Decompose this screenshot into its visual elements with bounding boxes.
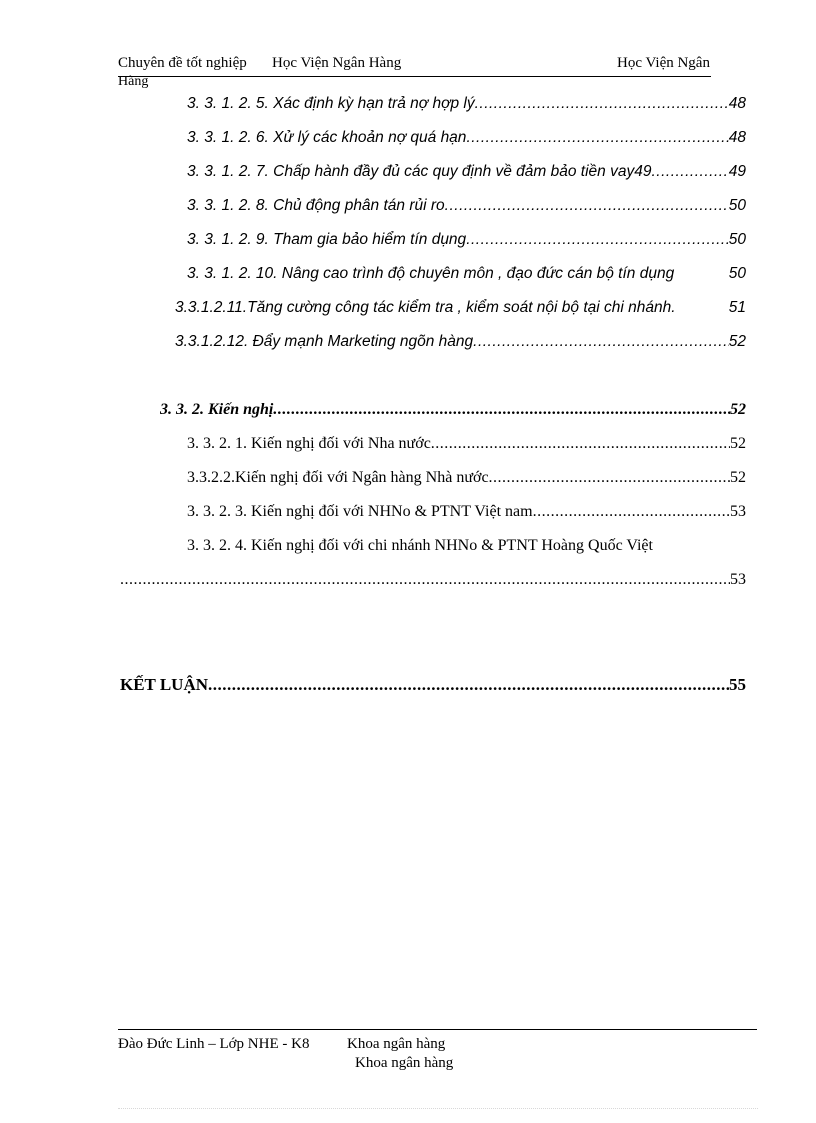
toc-entry[interactable] xyxy=(187,95,746,113)
toc-entry-page: 48 xyxy=(728,129,746,146)
toc-entry[interactable] xyxy=(187,537,746,555)
header-right: Học Viện Ngân xyxy=(617,55,710,71)
toc-entry[interactable] xyxy=(187,197,746,215)
toc-entry-title: 3. 3. 1. 2. 9. Tham gia bảo hiểm tín dụng xyxy=(187,231,467,248)
toc-entry-title: 3. 3. 1. 2. 7. Chấp hành đầy đủ các quy định về đảm bảo tiền vay49 xyxy=(187,163,652,180)
toc-leader xyxy=(431,435,730,453)
toc-leader xyxy=(120,571,730,589)
toc-leader xyxy=(273,401,730,419)
toc-entry-page: 51 xyxy=(728,299,746,316)
toc-leader xyxy=(489,469,730,487)
toc-entry-title: 3. 3. 2. 4. Kiến nghị đối với chi nhánh NHNo & PTNT Hoàng Quốc Việt xyxy=(187,537,653,554)
header-wrap: Hàng xyxy=(118,74,149,89)
header-rule xyxy=(118,76,711,77)
toc-leader xyxy=(533,503,730,521)
toc-entry[interactable] xyxy=(187,469,746,487)
toc-entry-title: 3. 3. 2. Kiến nghị xyxy=(160,401,274,418)
toc-entry[interactable] xyxy=(187,129,746,147)
toc-entry[interactable] xyxy=(187,163,746,181)
toc-entry-continuation[interactable] xyxy=(120,571,746,589)
toc-entry[interactable] xyxy=(187,503,746,521)
toc-entry-page: 49 xyxy=(728,163,746,180)
footer-author: Đào Đức Linh – Lớp NHE - K8 xyxy=(118,1036,310,1052)
footer-dept-repeat: Khoa ngân hàng xyxy=(355,1055,454,1071)
toc-leader xyxy=(466,129,728,147)
toc-entry-page: 52 xyxy=(728,333,746,350)
toc-entry-page: 53 xyxy=(730,571,746,588)
toc-entry-page: 48 xyxy=(728,95,746,112)
toc-entry-title: 3. 3. 1. 2. 10. Nâng cao trình độ chuyên môn , đạo đức cán bộ tín dụng xyxy=(187,265,675,282)
toc-leader xyxy=(466,231,729,249)
toc-entry-page: 52 xyxy=(730,469,746,486)
page-bottom-edge xyxy=(118,1108,758,1113)
toc-entry-page: 50 xyxy=(728,265,746,282)
toc-entry-page: 50 xyxy=(728,197,746,214)
footer-dept: Khoa ngân hàng xyxy=(347,1036,446,1052)
toc-leader xyxy=(208,675,729,695)
toc-entry-title: 3.3.2.2.Kiến nghị đối với Ngân hàng Nhà nước xyxy=(187,469,489,486)
toc-entry[interactable] xyxy=(175,299,746,317)
toc-entry[interactable] xyxy=(175,333,746,351)
toc-entry-title: 3.3.1.2.12. Đẩy mạnh Marketing ngõn hàng xyxy=(175,333,474,350)
toc-leader xyxy=(475,95,729,113)
toc-entry-page: 55 xyxy=(729,675,746,694)
toc-leader xyxy=(473,333,729,351)
toc-entry-page: 53 xyxy=(730,503,746,520)
toc-leader xyxy=(445,197,729,215)
toc-section-entry[interactable] xyxy=(160,401,746,419)
toc-conclusion-entry[interactable] xyxy=(120,675,746,695)
footer-rule xyxy=(118,1029,757,1030)
toc-entry-title: KẾT LUẬN xyxy=(120,675,209,694)
toc-entry-title: 3.3.1.2.11.Tăng cường công tác kiểm tra , kiểm soát nội bộ tại chi nhánh. xyxy=(175,299,676,316)
toc-entry-title: 3. 3. 1. 2. 6. Xử lý các khoản nợ quá hạn xyxy=(187,129,467,146)
toc-entry[interactable] xyxy=(187,231,746,249)
toc-entry[interactable] xyxy=(187,265,746,283)
toc-entry-page: 52 xyxy=(730,435,746,452)
toc-entry-page: 50 xyxy=(728,231,746,248)
header-left: Chuyên đề tốt nghiệp xyxy=(118,55,247,71)
toc-entry-title: 3. 3. 2. 1. Kiến nghị đối với Nha nước xyxy=(187,435,431,452)
toc-entry-title: 3. 3. 2. 3. Kiến nghị đối với NHNo & PTNT Việt nam xyxy=(187,503,533,520)
toc-entry-title: 3. 3. 1. 2. 8. Chủ động phân tán rủi ro xyxy=(187,197,445,214)
toc-entry[interactable] xyxy=(187,435,746,453)
toc-entry-title: 3. 3. 1. 2. 5. Xác định kỳ hạn trả nợ hợp lý xyxy=(187,95,475,112)
toc-leader xyxy=(651,163,728,181)
toc-entry-page: 52 xyxy=(730,401,746,418)
header-center: Học Viện Ngân Hàng xyxy=(272,55,402,71)
